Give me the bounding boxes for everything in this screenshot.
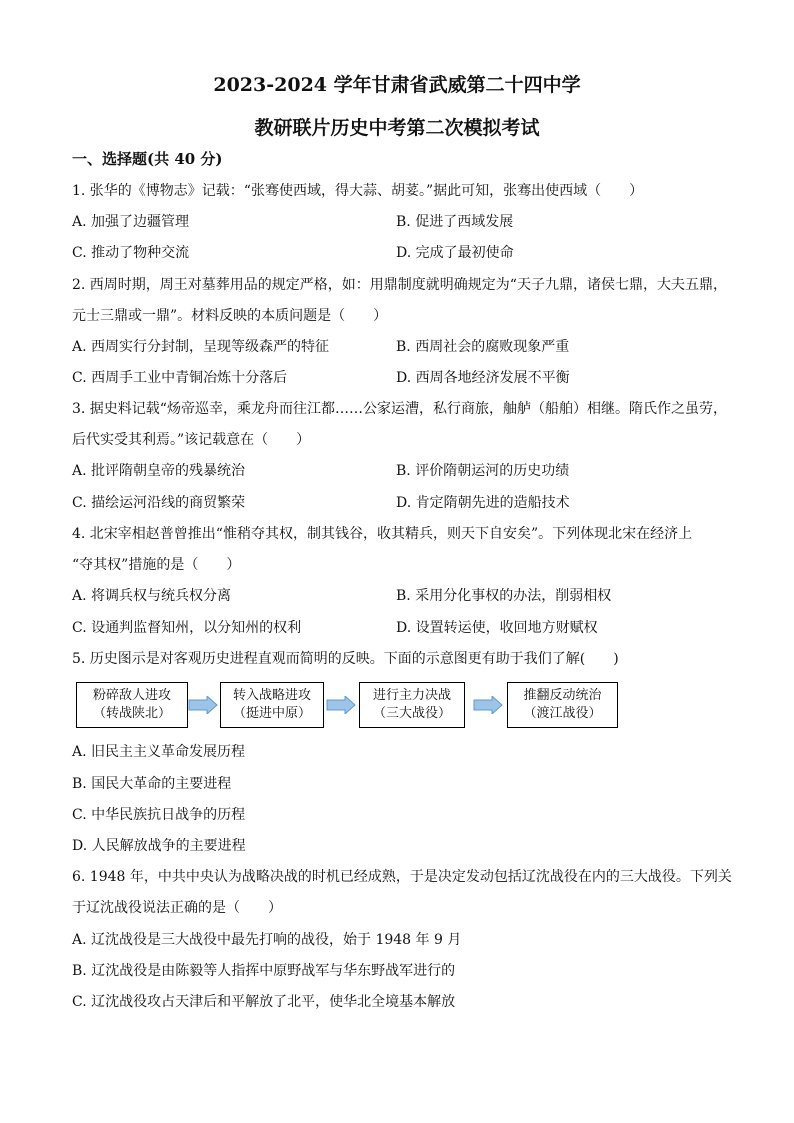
question-3-option-d: D. 肯定隋朝先进的造船技术 [396, 495, 570, 511]
question-3-stem-cont: 后代实受其利焉。”该记载意在（ ） [72, 432, 311, 448]
question-1-option-d: D. 完成了最初使命 [396, 245, 514, 261]
question-4-option-a: A. 将调兵权与统兵权分离 [72, 588, 232, 604]
flow-step-2-main: 转入战略进攻 [232, 688, 311, 703]
question-5-option-b: B. 国民大革命的主要进程 [72, 776, 232, 792]
question-4-option-d: D. 设置转运使，收回地方财赋权 [396, 620, 598, 636]
question-4-stem-cont: “夺其权”措施的是（ ） [72, 557, 241, 573]
question-3-option-a: A. 批评隋朝皇帝的残暴统治 [72, 463, 246, 479]
document-title-line2: 教研联片历史中考第二次模拟考试 [254, 117, 540, 139]
flow-diagram [76, 682, 636, 732]
flow-step-1 [76, 682, 188, 728]
flow-step-2-sub: （挺进中原） [232, 706, 311, 721]
flow-step-3 [359, 682, 465, 728]
flow-step-4-main: 推翻反动统治 [523, 688, 602, 703]
question-6-option-c: C. 辽沈战役攻占天津后和平解放了北平，使华北全境基本解放 [72, 994, 456, 1010]
question-2-option-c: C. 西周手工业中青铜冶炼十分落后 [72, 370, 288, 386]
question-3-option-c: C. 描绘运河沿线的商贸繁荣 [72, 495, 246, 511]
question-2-option-d: D. 西周各地经济发展不平衡 [396, 370, 570, 386]
section-heading: 一、选择题(共 40 分) [72, 150, 223, 168]
question-1-option-b: B. 促进了西域发展 [396, 214, 514, 230]
flow-step-3-main: 进行主力决战 [372, 688, 451, 703]
question-1-option-c: C. 推动了物种交流 [72, 245, 190, 261]
question-5-option-a: A. 旧民主主义革命发展历程 [72, 744, 246, 760]
flow-step-1-main: 粉碎敌人进攻 [92, 688, 171, 703]
flow-step-1-sub: （转战陕北） [92, 706, 171, 721]
question-5-option-d: D. 人民解放战争的主要进程 [72, 838, 246, 854]
flow-arrow-icon [188, 696, 218, 714]
flow-step-4 [507, 682, 618, 728]
flow-step-2 [220, 682, 324, 728]
question-4-option-c: C. 设通判监督知州，以分知州的权利 [72, 620, 302, 636]
question-4-option-b: B. 采用分化事权的办法，削弱相权 [396, 588, 612, 604]
flow-arrow-icon [473, 696, 503, 714]
document-title-line1: 2023-2024 学年甘肃省武威第二十四中学 [213, 74, 581, 96]
question-2-stem: 2. 西周时期，周王对墓葬用品的规定严格，如：用鼎制度就明确规定为“天子九鼎，诸侯七鼎，大夫五鼎， [72, 277, 727, 293]
question-3-stem: 3. 据史料记载“炀帝巡幸，乘龙舟而往江都……公家运漕，私行商旅，舳舻（船舶）相继。隋氏作之虽劳， [72, 401, 727, 417]
flow-step-4-sub: （渡江战役） [523, 706, 602, 721]
question-6-option-a: A. 辽沈战役是三大战役中最先打响的战役，始于 1948 年 9 月 [72, 932, 462, 948]
question-1-option-a: A. 加强了边疆管理 [72, 214, 190, 230]
question-2-option-a: A. 西周实行分封制，呈现等级森严的特征 [72, 339, 330, 355]
question-6-stem-cont: 于辽沈战役说法正确的是（ ） [72, 900, 282, 916]
flow-step-3-sub: （三大战役） [372, 706, 451, 721]
question-6-stem: 6. 1948 年，中共中央认为战略决战的时机已经成熟，于是决定发动包括辽沈战役在内的三大战役。下列关 [72, 869, 732, 885]
question-5-stem: 5. 历史图示是对客观历史进程直观而简明的反映。下面的示意图更有助于我们了解( ) [72, 651, 619, 667]
flow-arrow-icon [326, 696, 356, 714]
question-5-option-c: C. 中华民族抗日战争的历程 [72, 807, 246, 823]
question-3-option-b: B. 评价隋朝运河的历史功绩 [396, 463, 570, 479]
question-4-stem: 4. 北宋宰相赵普曾推出“惟稍夺其权，制其钱谷，收其精兵，则天下自安矣”。下列体现北宋在经济上 [72, 526, 693, 542]
question-6-option-b: B. 辽沈战役是由陈毅等人指挥中原野战军与华东野战军进行的 [72, 963, 456, 979]
question-1-stem: 1. 张华的《博物志》记载：“张骞使西域，得大蒜、胡荽。”据此可知，张骞出使西域（ ） [72, 183, 644, 199]
question-2-option-b: B. 西周社会的腐败现象严重 [396, 339, 570, 355]
question-2-stem-cont: 元士三鼎或一鼎”。材料反映的本质问题是（ ） [72, 308, 388, 324]
